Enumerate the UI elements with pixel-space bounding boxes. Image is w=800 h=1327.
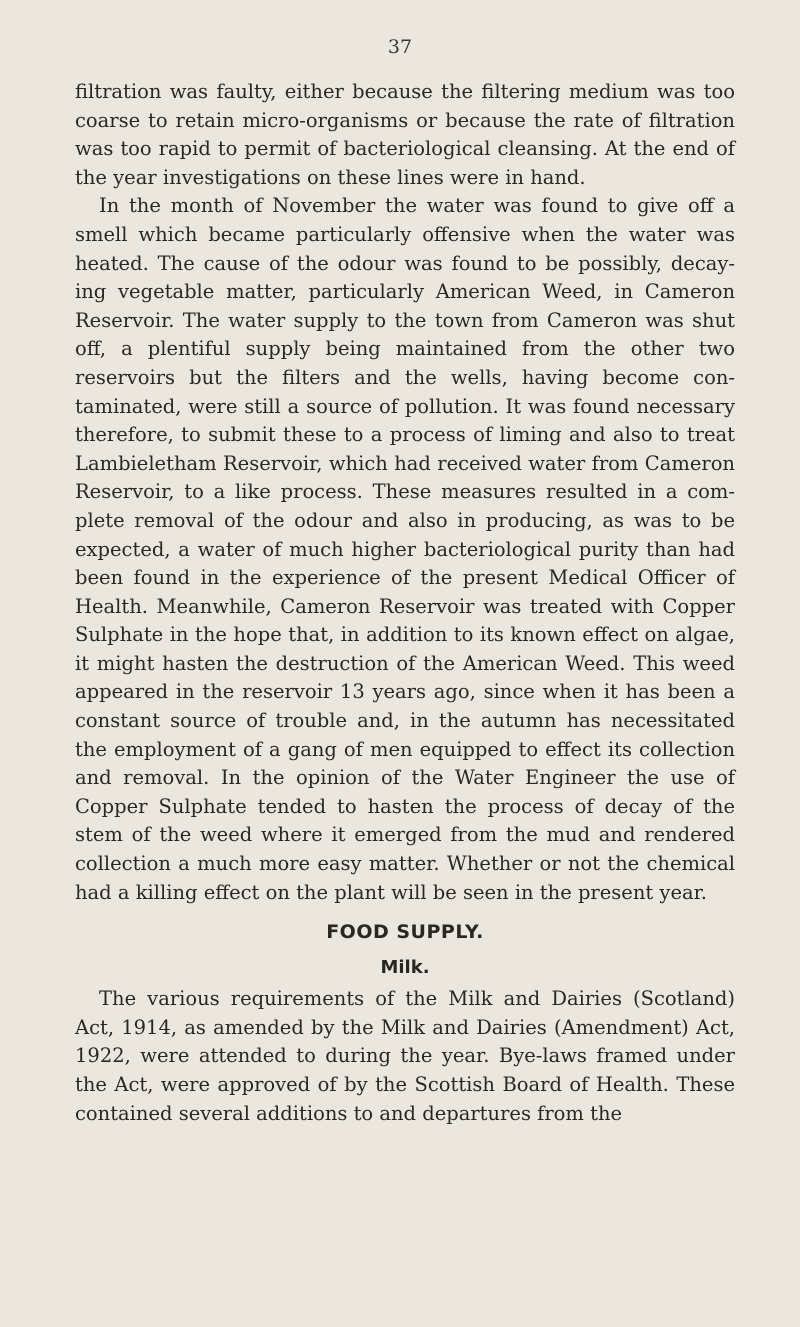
paragraph-november-odour: In the month of November the water was found to give off a smell which became particularly offensive when the water was heated. The cause of the odour was found to be possibly, decay-ing vegetable matter, particularly American Weed, in Cameron Reservoir. The water supply to the town from Cameron was shut off, a plentiful supply being maintained from the other two reservoirs but the filters and the wells, having become con-taminated, were still a source of pollution. It was found necessary therefore, to submit these to a process of liming and also to treat Lambieletham Reservoir, which had received water from Cameron Reservoir, to a like process. These measures resulted in a com-plete removal of the odour and also in producing, as was to be expected, a water of much higher bacteriological purity than had been found in the experience of the present Medical Officer of Health. Meanwhile, Cameron Reservoir was treated with Copper Sulphate in the hope that, in addition to its known effect on algae, it might hasten the destruction of the American Weed. This weed appeared in the reservoir 13 years ago, since when it has been a constant source of trouble and, in the autumn has necessitated the employment of a gang of men equipped to effect its collection and removal. In the opinion of the Water Engineer the use of Copper Sulphate tended to hasten the process of decay of the stem of the weed where it emerged from the mud and rendered collection a much more easy matter. Whether or not the chemical had a killing effect on the plant will be seen in the present year. — [75, 194, 735, 904]
paragraph-milk-requirements: The various requirements of the Milk and Dairies (Scotland) Act, 1914, as amended by the Milk and Dairies (Amendment) Act, 1922, were attended to during the year. Bye-laws framed under the Act, were approved of by the Scottish Board of Health. These contained several additions to and departures from the — [75, 987, 735, 1125]
page-number: 37 — [387, 36, 413, 58]
body-text — [75, 78, 735, 1128]
section-heading-food-supply: FOOD SUPPLY. — [326, 921, 484, 944]
paragraph-filtration: filtration was faulty, either because the filtering medium was too coarse to retain micro-organisms or because the rate of filtration was too rapid to permit of bacteriological cleansing. At the end of the year investigations on these lines were in hand. — [75, 80, 735, 189]
subsection-heading-milk: Milk. — [380, 957, 430, 979]
